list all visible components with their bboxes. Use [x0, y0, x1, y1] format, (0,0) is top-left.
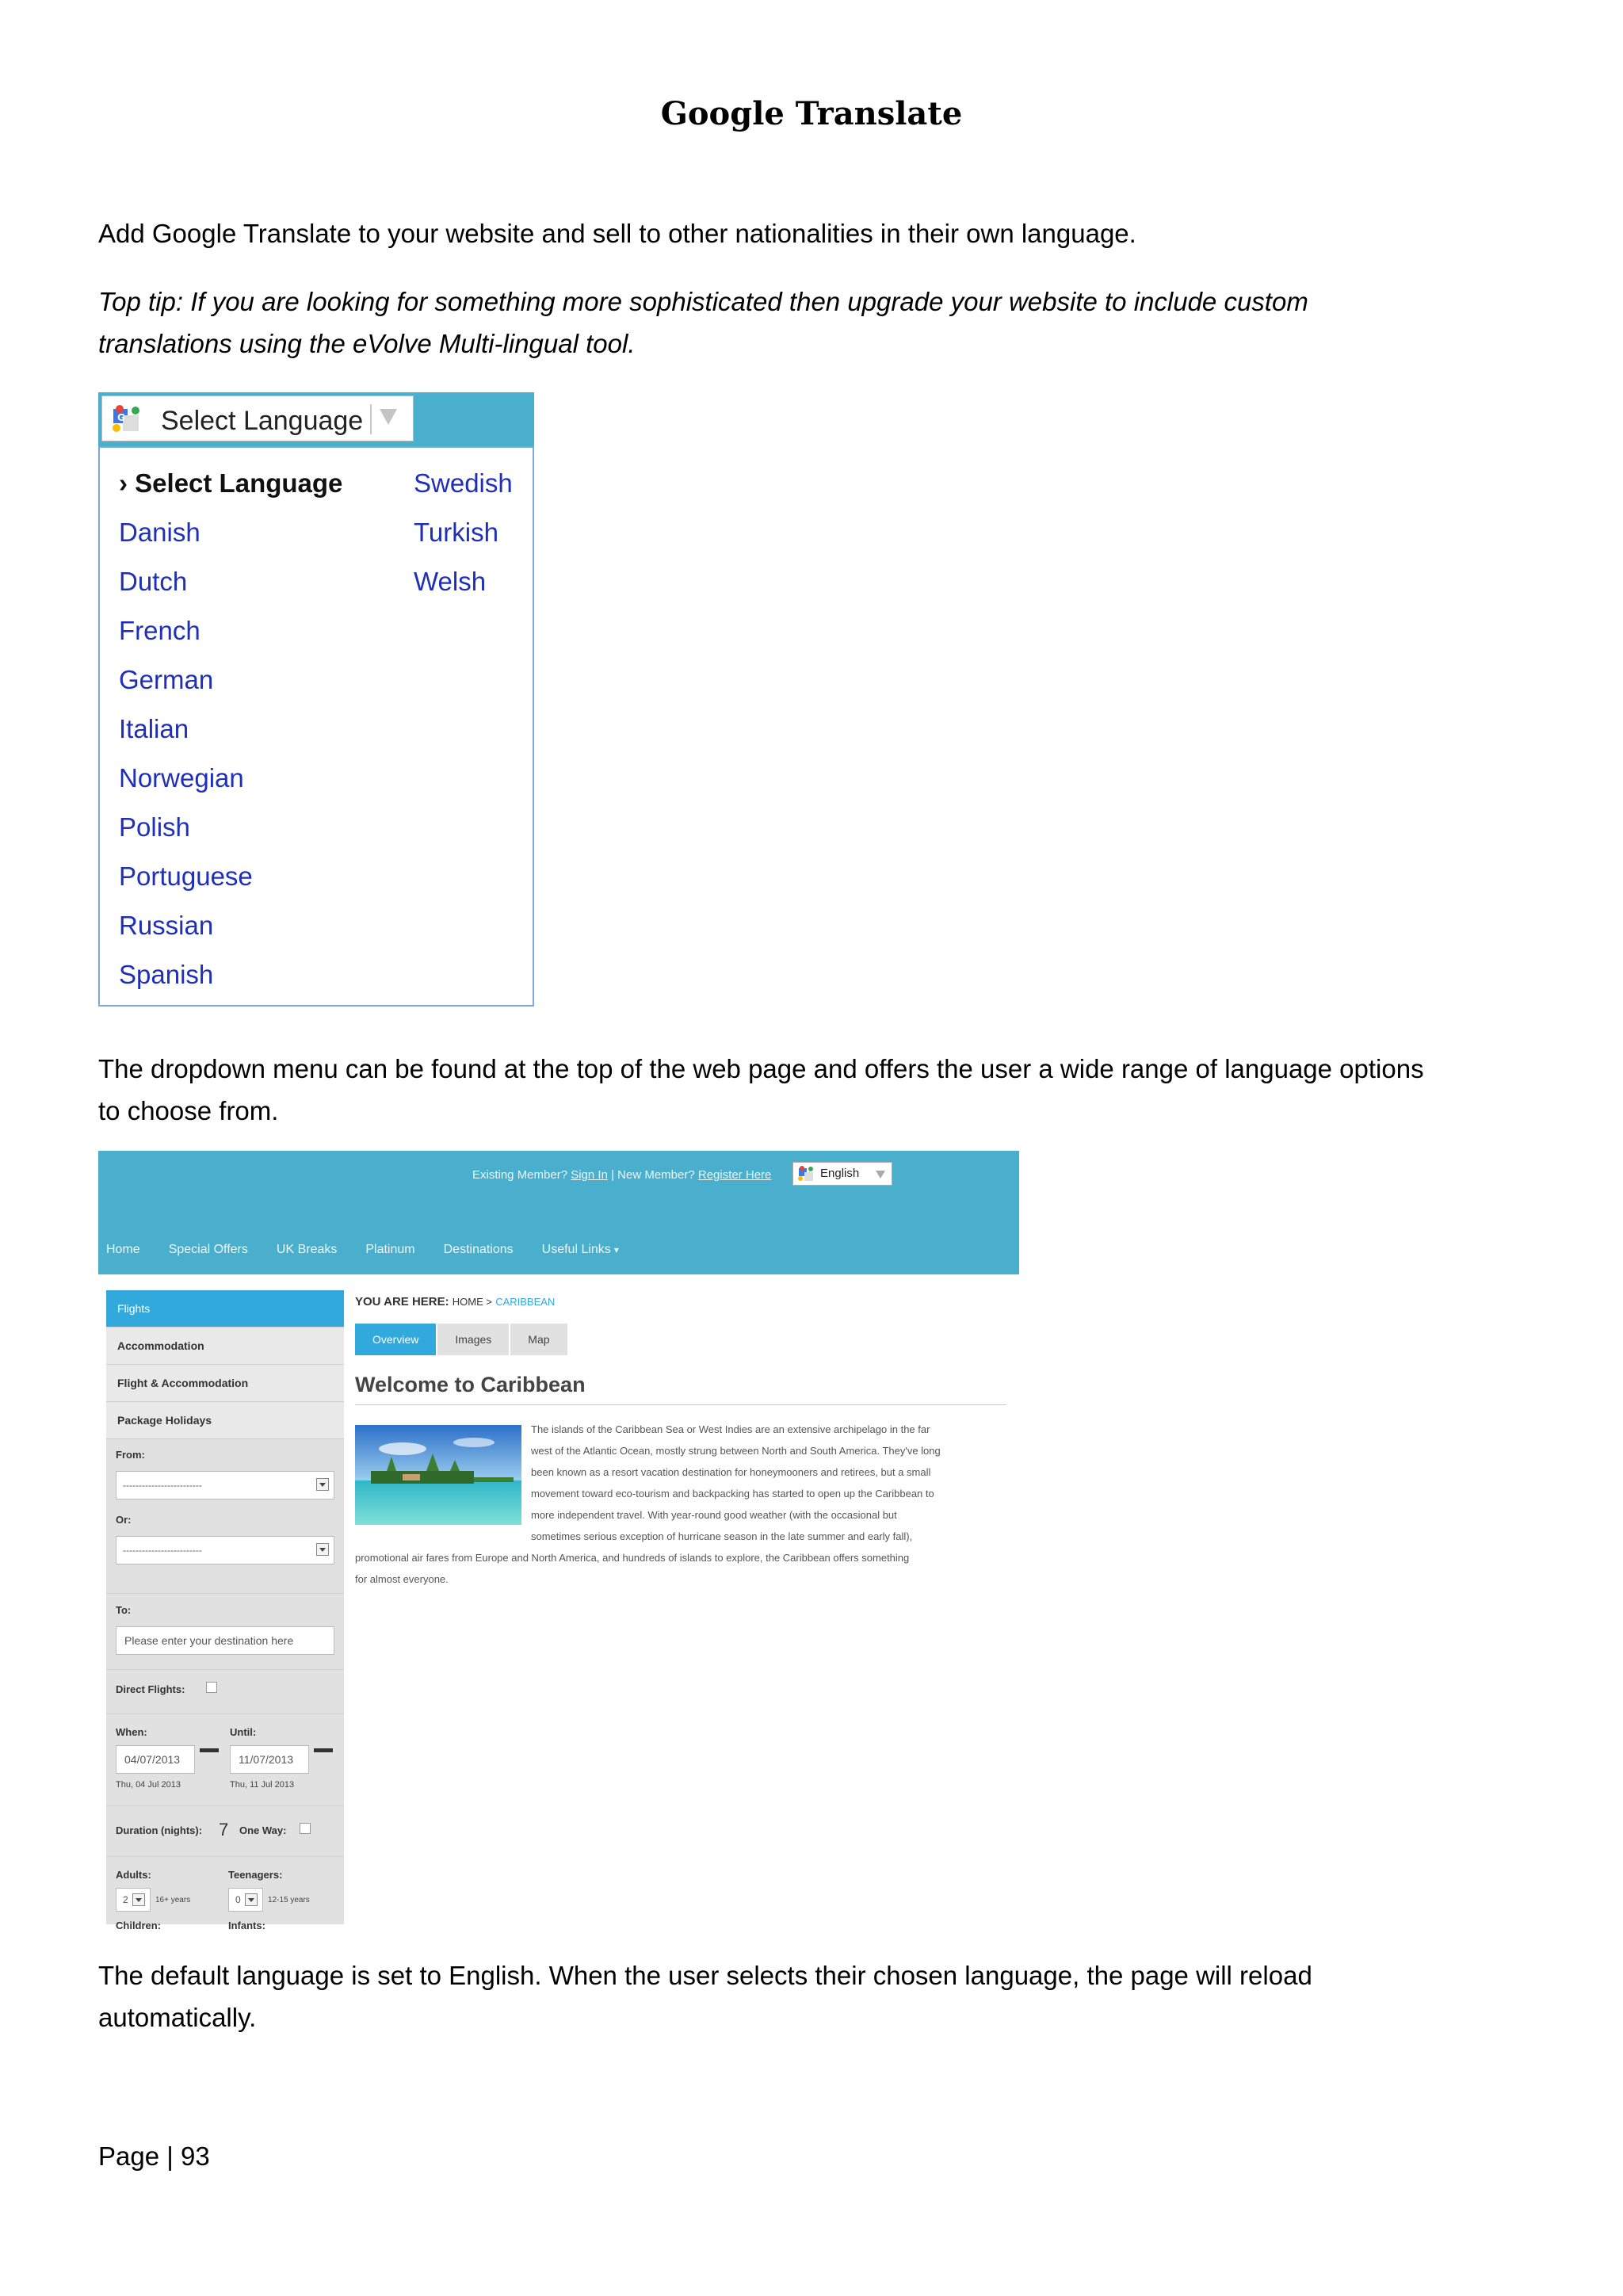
- from-select-value: -------------------------: [123, 1480, 202, 1491]
- language-select-english[interactable]: [792, 1162, 892, 1186]
- or-select[interactable]: [116, 1536, 334, 1564]
- direct-flights-section: [106, 1669, 344, 1714]
- language-option[interactable]: Swedish: [414, 468, 513, 498]
- description-line: more independent travel. With year-round good weather (with the occasional but: [531, 1509, 897, 1521]
- divider: [355, 1404, 1006, 1405]
- main-nav: [106, 1243, 647, 1257]
- nav-special-offers[interactable]: Special Offers: [168, 1243, 248, 1256]
- dropdown-paragraph-line-2: to choose from.: [98, 1096, 279, 1125]
- to-label: To:: [116, 1604, 132, 1616]
- google-translate-icon: [798, 1166, 814, 1182]
- adults-label: Adults:: [116, 1869, 151, 1881]
- when-date-input[interactable]: 04/07/2013: [116, 1745, 195, 1774]
- description-line: The islands of the Caribbean Sea or West Indies are an extensive archipelago in the far: [531, 1423, 930, 1435]
- one-way-label: One Way:: [239, 1824, 287, 1836]
- dropdown-paragraph: [98, 1048, 1525, 1132]
- description-full: [355, 1547, 1006, 1590]
- chevron-down-icon: [245, 1893, 258, 1906]
- chevron-down-icon: ▾: [613, 1244, 619, 1255]
- default-language-paragraph: [98, 1954, 1525, 2038]
- dates-section: [106, 1713, 344, 1806]
- teenagers-select-value: 0: [235, 1894, 241, 1905]
- new-member-text: | New Member?: [611, 1168, 695, 1182]
- language-option[interactable]: French: [119, 616, 200, 645]
- language-option[interactable]: German: [119, 665, 214, 694]
- dropdown-paragraph-line-1: The dropdown menu can be found at the top of the web page and offers the user a wide range of language options: [98, 1054, 1424, 1083]
- language-option[interactable]: Welsh: [414, 567, 487, 596]
- calendar-icon[interactable]: [314, 1748, 333, 1764]
- site-header: [98, 1151, 1019, 1274]
- description-line: movement toward eco-tourism and backpacking has started to open up the Caribbean to: [531, 1488, 934, 1499]
- from-label: From:: [116, 1449, 145, 1461]
- adults-note: 16+ years: [155, 1896, 191, 1904]
- language-option[interactable]: Danish: [119, 518, 200, 547]
- teenagers-note: 12-15 years: [268, 1896, 310, 1904]
- chevron-down-icon: [316, 1543, 329, 1556]
- breadcrumb-home[interactable]: HOME >: [452, 1296, 493, 1308]
- welcome-heading: Welcome to Caribbean: [355, 1373, 586, 1396]
- tab-overview[interactable]: Overview: [355, 1324, 436, 1355]
- description-line: sometimes serious exception of hurricane season in the late summer and early fall),: [531, 1530, 913, 1542]
- tab-map[interactable]: Map: [510, 1324, 567, 1355]
- until-label: Until:: [230, 1726, 257, 1738]
- from-section: [106, 1439, 344, 1594]
- language-option[interactable]: Polish: [119, 812, 190, 842]
- language-option[interactable]: Spanish: [119, 960, 214, 989]
- adults-select-value: 2: [123, 1894, 128, 1905]
- nav-useful-links[interactable]: [542, 1243, 619, 1257]
- or-select-value: -------------------------: [123, 1545, 202, 1556]
- language-option[interactable]: Turkish: [414, 518, 498, 547]
- language-list: [98, 446, 534, 1007]
- svg-text:G: G: [117, 412, 125, 423]
- language-option-current[interactable]: › Select Language: [119, 468, 343, 498]
- chevron-down-icon: [132, 1893, 145, 1906]
- dropdown-separator: [370, 404, 372, 434]
- nav-home[interactable]: Home: [106, 1243, 140, 1256]
- nav-useful-links-label: Useful Links: [541, 1243, 611, 1256]
- children-label: Children:: [116, 1920, 162, 1931]
- register-link[interactable]: Register Here: [697, 1168, 772, 1182]
- destination-input[interactable]: Please enter your destination here: [116, 1626, 334, 1655]
- chevron-down-icon: [316, 1478, 329, 1491]
- duration-label: Duration (nights):: [116, 1824, 203, 1836]
- passengers-section: [106, 1856, 344, 1931]
- nav-platinum[interactable]: Platinum: [365, 1243, 415, 1256]
- when-label: When:: [116, 1726, 147, 1738]
- top-tip-line-2: translations using the eVolve Multi-lingual tool.: [98, 329, 636, 358]
- nav-destinations[interactable]: Destinations: [443, 1243, 514, 1256]
- search-sidebar: [106, 1290, 344, 1931]
- description-line: been known as a resort vacation destination for honeymooners and retirees, but a small: [531, 1466, 931, 1478]
- calendar-icon[interactable]: [200, 1748, 219, 1764]
- language-column-2: [414, 459, 513, 606]
- language-option[interactable]: Norwegian: [119, 763, 244, 793]
- language-option[interactable]: Portuguese: [119, 861, 253, 891]
- from-select[interactable]: [116, 1471, 334, 1499]
- default-language-line-2: automatically.: [98, 2003, 257, 2032]
- direct-flights-checkbox[interactable]: [206, 1682, 217, 1693]
- description-line: for almost everyone.: [355, 1573, 449, 1585]
- language-dropdown-screenshot: [98, 392, 534, 1007]
- or-label: Or:: [116, 1514, 132, 1526]
- default-language-line-1: The default language is set to English. When the user selects their chosen language, the page will reload: [98, 1961, 1312, 1990]
- language-option[interactable]: Italian: [119, 714, 189, 743]
- website-screenshot: [98, 1151, 1019, 1931]
- description-line: promotional air fares from Europe and North America, and hundreds of islands to explore, the Caribbean offers something: [355, 1552, 910, 1564]
- language-column-1: [119, 459, 342, 999]
- existing-member-text: Existing Member?: [472, 1168, 568, 1182]
- select-language-label: Select Language: [161, 406, 364, 436]
- direct-flights-label: Direct Flights:: [116, 1683, 185, 1695]
- google-translate-icon: [112, 404, 142, 434]
- language-option[interactable]: Dutch: [119, 567, 188, 596]
- top-tip-line-1: Top tip: If you are looking for something more sophisticated then upgrade your website to include custom: [98, 287, 1308, 316]
- caribbean-beach-image: [355, 1425, 521, 1525]
- sign-in-link[interactable]: Sign In: [571, 1168, 608, 1182]
- page-number: Page | 93: [98, 2141, 210, 2171]
- you-are-here-label: YOU ARE HERE:: [355, 1295, 449, 1308]
- one-way-checkbox[interactable]: [300, 1823, 311, 1834]
- intro-paragraph: Add Google Translate to your website and sell to other nationalities in their own language.: [98, 219, 1136, 248]
- top-tip: [98, 281, 1525, 365]
- tab-images[interactable]: Images: [437, 1324, 509, 1355]
- to-section: [106, 1593, 344, 1670]
- select-language-dropdown[interactable]: [101, 395, 414, 441]
- when-day-text: Thu, 04 Jul 2013: [116, 1780, 181, 1790]
- side-tab-flights[interactable]: Flights: [106, 1290, 344, 1328]
- side-tab-flight-accommodation[interactable]: Flight & Accommodation: [106, 1365, 344, 1402]
- page-title: Google Translate: [660, 95, 963, 132]
- duration-section: [106, 1805, 344, 1857]
- english-label: English: [820, 1167, 860, 1180]
- side-tab-package-holidays[interactable]: Package Holidays: [106, 1402, 344, 1439]
- dropdown-arrow-icon[interactable]: [380, 409, 397, 425]
- breadcrumb: [355, 1295, 555, 1308]
- nav-uk-breaks[interactable]: UK Breaks: [276, 1243, 338, 1256]
- infants-label: Infants:: [228, 1920, 265, 1931]
- language-widget-header: [98, 392, 534, 446]
- description-wrapped: [531, 1419, 1006, 1547]
- content-tabs: [355, 1324, 569, 1355]
- member-links: [472, 1168, 771, 1182]
- duration-value[interactable]: 7: [219, 1820, 229, 1839]
- dropdown-arrow-icon[interactable]: [876, 1171, 885, 1179]
- teenagers-label: Teenagers:: [228, 1869, 283, 1881]
- adults-select[interactable]: [116, 1888, 151, 1912]
- until-day-text: Thu, 11 Jul 2013: [230, 1780, 295, 1790]
- breadcrumb-current[interactable]: CARIBBEAN: [495, 1296, 556, 1308]
- side-tab-accommodation[interactable]: Accommodation: [106, 1328, 344, 1365]
- language-option[interactable]: Russian: [119, 911, 214, 940]
- teenagers-select[interactable]: [228, 1888, 263, 1912]
- until-date-input[interactable]: 11/07/2013: [230, 1745, 309, 1774]
- description-line: west of the Atlantic Ocean, mostly strung between North and South America. They've long: [531, 1445, 941, 1457]
